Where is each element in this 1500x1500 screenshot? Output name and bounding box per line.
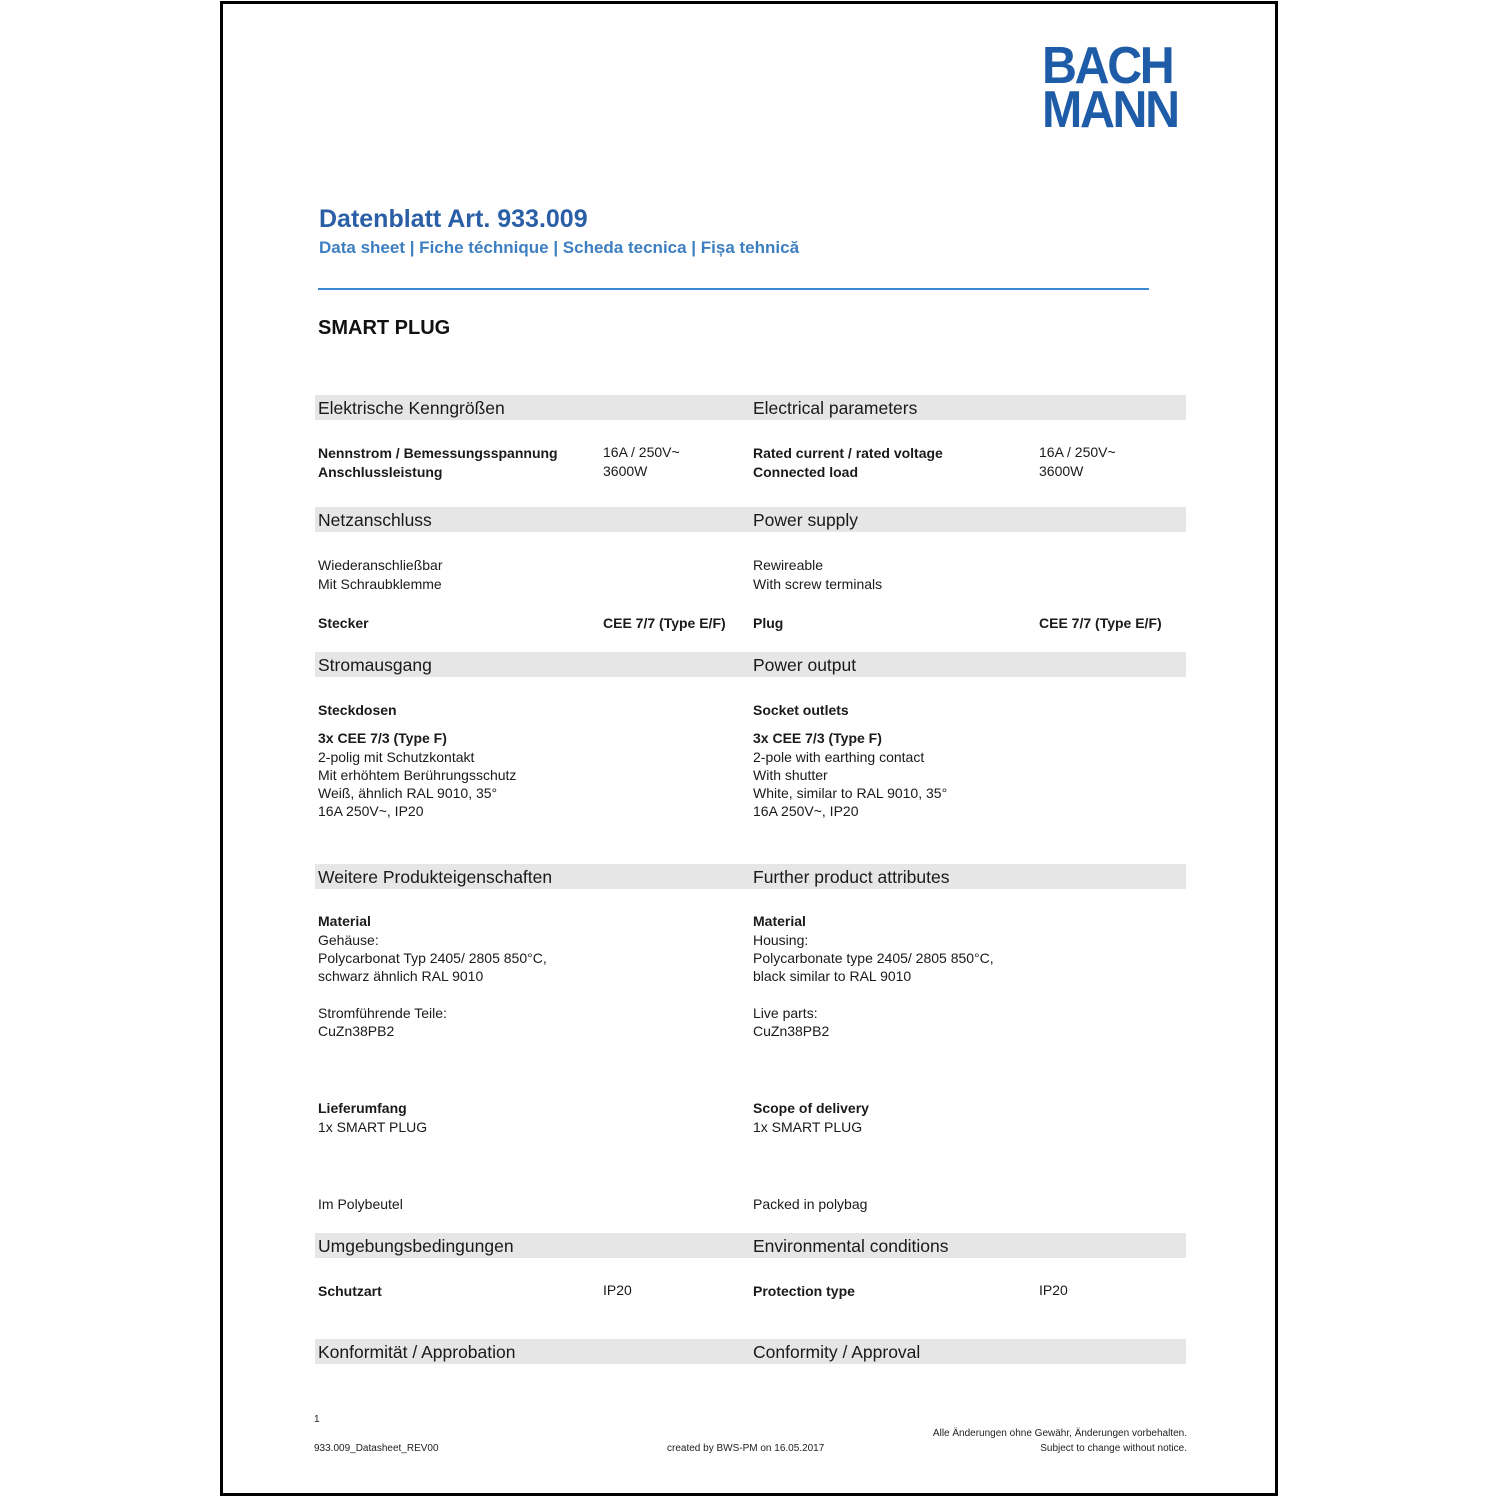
plug-value-en: CEE 7/7 (Type E/F) bbox=[1039, 615, 1162, 631]
material-detail-de: Polycarbonat Typ 2405/ 2805 850°C, bbox=[318, 950, 547, 966]
delivery-value-de: 1x SMART PLUG bbox=[318, 1119, 428, 1135]
rated-current-label-en: Rated current / rated voltage bbox=[753, 445, 943, 461]
header-divider bbox=[318, 288, 1149, 290]
page-title: Datenblatt Art. 933.009 bbox=[319, 205, 588, 233]
logo-line-1: BACH bbox=[1042, 37, 1173, 95]
socket-detail-de: 2-polig mit Schutzkontakt bbox=[318, 749, 475, 765]
packaging-de: Im Polybeutel bbox=[318, 1196, 403, 1212]
plug-value-de: CEE 7/7 (Type E/F) bbox=[603, 615, 726, 631]
bachmann-logo bbox=[1042, 37, 1188, 139]
disclaimer-de: Alle Änderungen ohne Gewähr, Änderungen vorbehalten. bbox=[932, 1428, 1187, 1439]
plug-label-de: Stecker bbox=[318, 615, 369, 631]
section-title-en: Electrical parameters bbox=[753, 398, 918, 418]
protection-value-en: IP20 bbox=[1039, 1282, 1068, 1298]
section-header-further bbox=[315, 864, 1186, 889]
rated-current-value-de: 16A / 250V~ bbox=[603, 444, 680, 460]
material-heading-de: Material bbox=[318, 913, 371, 929]
socket-detail-en: 2-pole with earthing contact bbox=[753, 749, 925, 765]
sockets-heading-en: Socket outlets bbox=[753, 702, 849, 718]
section-title-en: Conformity / Approval bbox=[753, 1342, 921, 1362]
rated-current-label-de: Nennstrom / Bemessungsspannung bbox=[318, 445, 558, 461]
section-header-output bbox=[315, 652, 1186, 677]
socket-type-de: 3x CEE 7/3 (Type F) bbox=[318, 730, 447, 746]
delivery-heading-en: Scope of delivery bbox=[753, 1100, 869, 1116]
socket-type-en: 3x CEE 7/3 (Type F) bbox=[753, 730, 882, 746]
supply-line-2-en: With screw terminals bbox=[753, 576, 883, 592]
material-detail-de: Gehäuse: bbox=[318, 932, 379, 948]
section-title-de: Elektrische Kenngrößen bbox=[318, 398, 505, 418]
page-number: 1 bbox=[314, 1414, 320, 1425]
supply-line-1-de: Wiederanschließbar bbox=[318, 557, 443, 573]
protection-value-de: IP20 bbox=[603, 1282, 632, 1298]
product-name: SMART PLUG bbox=[318, 317, 451, 339]
section-title-de: Stromausgang bbox=[318, 655, 432, 675]
packaging-en: Packed in polybag bbox=[753, 1196, 868, 1212]
page-subtitle: Data sheet | Fiche téchnique | Scheda tecnica | Fișa tehnică bbox=[319, 238, 800, 257]
section-header-environment bbox=[315, 1233, 1186, 1258]
connected-load-value-en: 3600W bbox=[1039, 463, 1084, 479]
section-title-en: Environmental conditions bbox=[753, 1236, 949, 1256]
logo-line-2: MANN bbox=[1042, 81, 1178, 139]
protection-label-de: Schutzart bbox=[318, 1283, 382, 1299]
plug-label-en: Plug bbox=[753, 615, 784, 631]
material-heading-en: Material bbox=[753, 913, 806, 929]
material-detail-de: schwarz ähnlich RAL 9010 bbox=[318, 968, 484, 984]
delivery-value-en: 1x SMART PLUG bbox=[753, 1119, 863, 1135]
connected-load-value-de: 3600W bbox=[603, 463, 648, 479]
protection-label-en: Protection type bbox=[753, 1283, 855, 1299]
socket-detail-en: With shutter bbox=[753, 767, 828, 783]
section-header-electrical bbox=[315, 395, 1186, 420]
delivery-heading-de: Lieferumfang bbox=[318, 1100, 407, 1116]
section-header-supply bbox=[315, 507, 1186, 532]
material-detail-en: black similar to RAL 9010 bbox=[753, 968, 912, 984]
section-title-en: Further product attributes bbox=[753, 867, 950, 887]
disclaimer-en: Subject to change without notice. bbox=[1040, 1443, 1187, 1454]
section-title-en: Power supply bbox=[753, 510, 859, 530]
material-detail-en: Housing: bbox=[753, 932, 809, 948]
document-id: 933.009_Datasheet_REV00 bbox=[314, 1443, 439, 1454]
section-title-de: Umgebungsbedingungen bbox=[318, 1236, 514, 1256]
connected-load-label-de: Anschlussleistung bbox=[318, 464, 443, 480]
section-header-conformity bbox=[315, 1339, 1186, 1364]
section-title-en: Power output bbox=[753, 655, 857, 675]
socket-detail-de: Weiß, ähnlich RAL 9010, 35° bbox=[318, 785, 498, 801]
socket-detail-en: White, similar to RAL 9010, 35° bbox=[753, 785, 948, 801]
sockets-heading-de: Steckdosen bbox=[318, 702, 397, 718]
supply-line-1-en: Rewireable bbox=[753, 557, 824, 573]
live-parts-value-de: CuZn38PB2 bbox=[318, 1023, 395, 1039]
live-parts-label-en: Live parts: bbox=[753, 1005, 818, 1021]
created-by: created by BWS-PM on 16.05.2017 bbox=[667, 1443, 825, 1454]
supply-line-2-de: Mit Schraubklemme bbox=[318, 576, 442, 592]
material-detail-en: Polycarbonate type 2405/ 2805 850°C, bbox=[753, 950, 994, 966]
socket-detail-en: 16A 250V~, IP20 bbox=[753, 803, 859, 819]
section-title-de: Netzanschluss bbox=[318, 510, 432, 530]
section-title-de: Konformität / Approbation bbox=[318, 1342, 516, 1362]
connected-load-label-en: Connected load bbox=[753, 464, 859, 480]
rated-current-value-en: 16A / 250V~ bbox=[1039, 444, 1116, 460]
socket-detail-de: 16A 250V~, IP20 bbox=[318, 803, 424, 819]
section-title-de: Weitere Produkteigenschaften bbox=[318, 867, 553, 887]
live-parts-value-en: CuZn38PB2 bbox=[753, 1023, 830, 1039]
socket-detail-de: Mit erhöhtem Berührungsschutz bbox=[318, 767, 517, 783]
live-parts-label-de: Stromführende Teile: bbox=[318, 1005, 447, 1021]
